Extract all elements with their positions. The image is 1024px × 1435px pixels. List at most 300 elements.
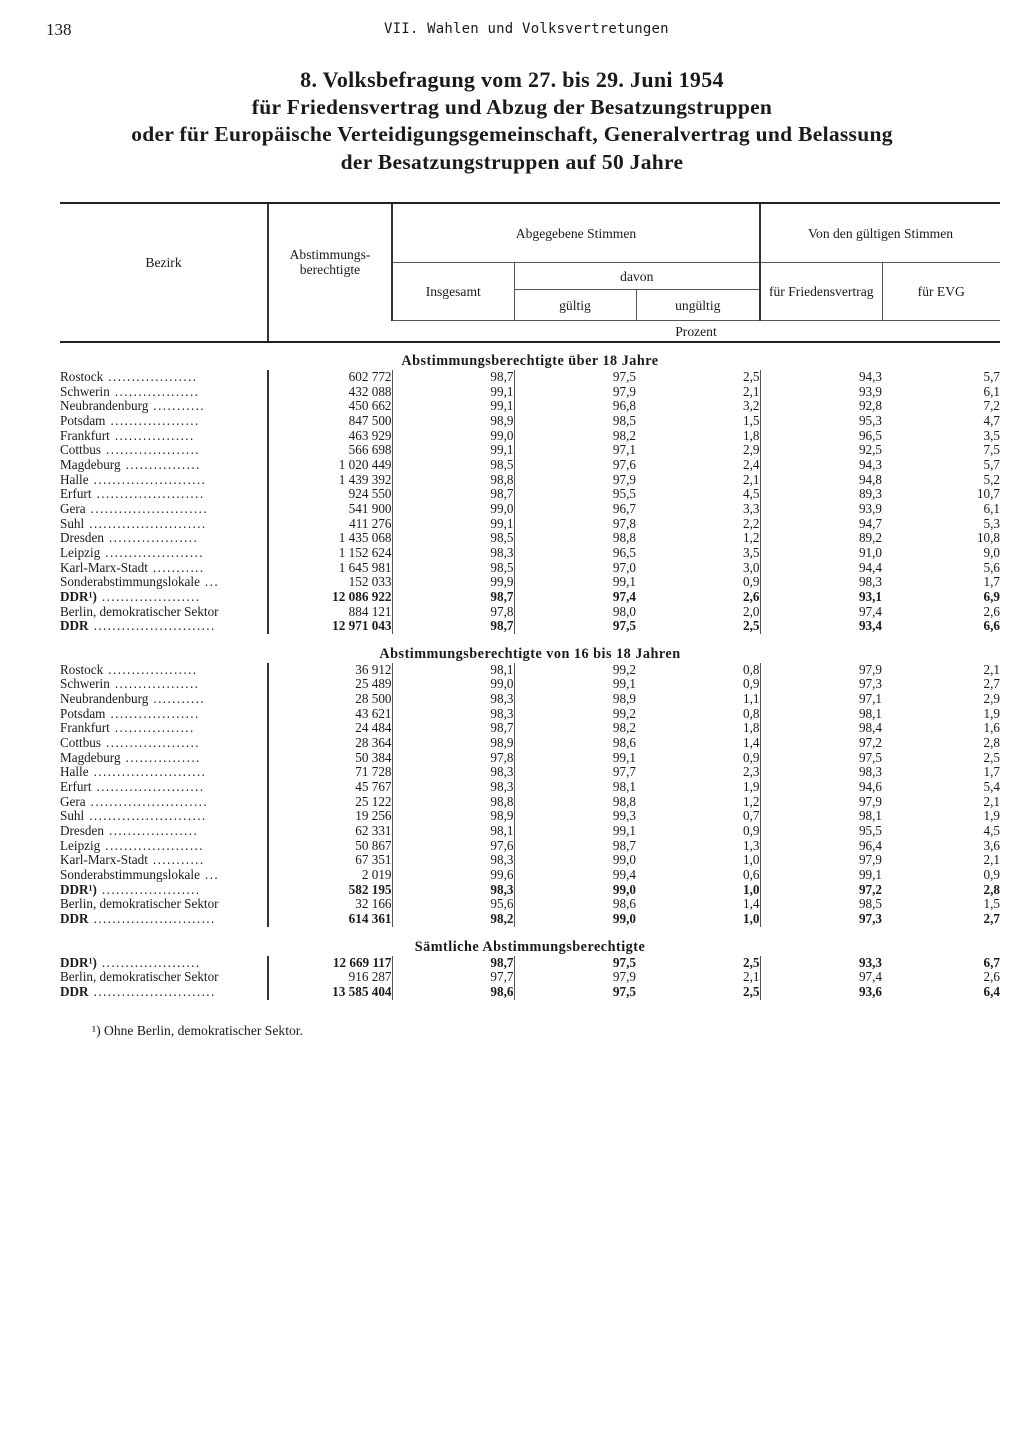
- cell-bezirk: [60, 458, 268, 473]
- cell-gueltig: 96,7: [514, 502, 636, 517]
- table-row: [60, 883, 1000, 898]
- cell-abstimmungsberechtigte: 19 256: [268, 809, 392, 824]
- cell-abstimmungsberechtigte: 566 698: [268, 443, 392, 458]
- table-row: [60, 736, 1000, 751]
- leader-dots: ...: [204, 868, 220, 882]
- cell-insgesamt: 97,8: [392, 751, 514, 766]
- cell-evg: 5,6: [983, 559, 1001, 575]
- cell-bezirk: [60, 443, 268, 458]
- bezirk-name: Magdeburg: [60, 750, 121, 765]
- cell-insgesamt: 97,7: [392, 970, 514, 985]
- cell-friedensvertrag: 93,3: [760, 956, 882, 971]
- cell-bezirk: [60, 795, 268, 810]
- header-prozent: Prozent: [392, 321, 1000, 343]
- cell-gueltig: 99,1: [514, 677, 636, 692]
- cell-gueltig: 98,6: [514, 736, 636, 751]
- leader-dots: ...........: [153, 399, 206, 414]
- bezirk-name: Potsdam: [60, 706, 106, 721]
- table-row: [60, 399, 1000, 414]
- cell-ungueltig: 1,0: [743, 910, 760, 926]
- cell-bezirk: [60, 883, 268, 898]
- cell-gueltig: 97,5: [514, 956, 636, 971]
- cell-evg: 7,5: [983, 442, 1001, 458]
- cell-abstimmungsberechtigte: 13 585 404: [268, 985, 392, 1000]
- cell-friedensvertrag: 96,5: [760, 429, 882, 444]
- bezirk-name: Suhl: [60, 516, 85, 531]
- cell-friedensvertrag: 97,5: [760, 751, 882, 766]
- cell-bezirk: [60, 751, 268, 766]
- cell-ungueltig: 3,3: [743, 500, 760, 516]
- cell-friedensvertrag: 97,9: [760, 795, 882, 810]
- cell-gueltig: 97,9: [514, 970, 636, 985]
- cell-evg: 5,7: [983, 456, 1001, 472]
- cell-ungueltig: 1,1: [743, 691, 760, 707]
- cell-ungueltig: 2,0: [743, 603, 760, 619]
- cell-bezirk: [60, 721, 268, 736]
- cell-insgesamt: 99,1: [392, 517, 514, 532]
- cell-abstimmungsberechtigte: 884 121: [268, 605, 392, 620]
- table-row: [60, 839, 1000, 854]
- cell-insgesamt: 98,3: [392, 883, 514, 898]
- cell-bezirk: [60, 970, 268, 985]
- cell-ungueltig: 0,7: [743, 808, 760, 824]
- title-line-2: für Friedensvertrag und Abzug der Besatzungstruppen: [251, 94, 773, 119]
- cell-evg: 2,7: [983, 676, 1001, 692]
- cell-friedensvertrag: 98,4: [760, 721, 882, 736]
- cell-bezirk: [60, 912, 268, 927]
- cell-insgesamt: 99,1: [392, 385, 514, 400]
- leader-dots: ...................: [110, 413, 200, 428]
- cell-insgesamt: 98,3: [392, 707, 514, 722]
- bezirk-name: Neubrandenburg: [60, 399, 149, 414]
- leader-dots: ................: [125, 457, 201, 472]
- cell-friedensvertrag: 97,2: [760, 736, 882, 751]
- cell-friedensvertrag: 89,2: [760, 531, 882, 546]
- section-title: Sämtliche Abstimmungsberechtigte: [414, 938, 646, 955]
- header-ungueltig: ungültig: [636, 290, 760, 321]
- cell-gueltig: 98,1: [514, 780, 636, 795]
- title-line-4: der Besatzungstruppen auf 50 Jahre: [340, 149, 684, 174]
- cell-evg: 2,6: [983, 969, 1001, 985]
- section-heading-row: [60, 927, 1000, 956]
- cell-insgesamt: 98,7: [392, 370, 514, 385]
- cell-insgesamt: 98,5: [392, 458, 514, 473]
- cell-bezirk: [60, 765, 268, 780]
- section-heading-row: [60, 634, 1000, 663]
- cell-insgesamt: 98,3: [392, 546, 514, 561]
- cell-gueltig: 97,5: [514, 985, 636, 1000]
- cell-friedensvertrag: 91,0: [760, 546, 882, 561]
- bezirk-name: Berlin, demokratischer Sektor: [60, 604, 219, 619]
- cell-ungueltig: 1,0: [743, 852, 760, 868]
- cell-evg: 2,1: [983, 793, 1001, 809]
- header-friedensvertrag: für Friedensvertrag: [760, 263, 882, 321]
- table-row: [60, 370, 1000, 385]
- bezirk-name: DDR¹): [60, 882, 97, 897]
- cell-gueltig: 99,3: [514, 809, 636, 824]
- cell-insgesamt: 98,7: [392, 956, 514, 971]
- cell-abstimmungsberechtigte: 1 439 392: [268, 473, 392, 488]
- cell-bezirk: [60, 897, 268, 912]
- cell-evg: 7,2: [983, 398, 1001, 414]
- cell-friedensvertrag: 94,7: [760, 517, 882, 532]
- cell-insgesamt: 97,8: [392, 605, 514, 620]
- cell-evg: 6,9: [983, 588, 1001, 604]
- table-row: [60, 473, 1000, 488]
- cell-insgesamt: 98,1: [392, 824, 514, 839]
- table-row: [60, 765, 1000, 780]
- table-row: [60, 824, 1000, 839]
- cell-ungueltig: 3,0: [743, 559, 760, 575]
- table-row: [60, 985, 1000, 1000]
- cell-ungueltig: 1,5: [743, 412, 760, 428]
- cell-insgesamt: 98,9: [392, 414, 514, 429]
- cell-evg: 2,6: [983, 603, 1001, 619]
- header-abgegebene-stimmen: Abgegebene Stimmen: [392, 203, 760, 263]
- cell-bezirk: [60, 824, 268, 839]
- cell-abstimmungsberechtigte: 45 767: [268, 780, 392, 795]
- cell-gueltig: 99,4: [514, 868, 636, 883]
- cell-ungueltig: 2,1: [743, 383, 760, 399]
- table-row: [60, 502, 1000, 517]
- cell-ungueltig: 1,3: [743, 837, 760, 853]
- cell-bezirk: [60, 385, 268, 400]
- leader-dots: ...................: [108, 662, 198, 677]
- header-davon: davon: [514, 263, 760, 290]
- bezirk-name: Schwerin: [60, 384, 110, 399]
- cell-insgesamt: 98,7: [392, 487, 514, 502]
- cell-bezirk: [60, 956, 268, 971]
- page-header: [0, 18, 1024, 44]
- cell-ungueltig: 2,5: [743, 983, 760, 999]
- bezirk-name: Berlin, demokratischer Sektor: [60, 970, 219, 985]
- bezirk-name: DDR¹): [60, 589, 97, 604]
- cell-evg: 2,1: [983, 852, 1001, 868]
- bezirk-name: DDR: [60, 984, 89, 999]
- leader-dots: ....................: [106, 443, 200, 458]
- cell-friedensvertrag: 97,3: [760, 912, 882, 927]
- cell-friedensvertrag: 98,1: [760, 707, 882, 722]
- cell-friedensvertrag: 94,6: [760, 780, 882, 795]
- table-row: [60, 868, 1000, 883]
- bezirk-name: DDR¹): [60, 955, 97, 970]
- cell-friedensvertrag: 96,4: [760, 839, 882, 854]
- cell-friedensvertrag: 92,5: [760, 443, 882, 458]
- cell-abstimmungsberechtigte: 12 086 922: [268, 590, 392, 605]
- cell-abstimmungsberechtigte: 32 166: [268, 897, 392, 912]
- cell-gueltig: 98,6: [514, 897, 636, 912]
- leader-dots: ..........................: [93, 984, 216, 999]
- cell-bezirk: [60, 605, 268, 620]
- cell-ungueltig: 0,9: [743, 749, 760, 765]
- cell-ungueltig: 1,8: [743, 427, 760, 443]
- table-row: [60, 780, 1000, 795]
- leader-dots: ..................: [114, 384, 200, 399]
- leader-dots: .....................: [105, 545, 204, 560]
- cell-ungueltig: 2,3: [743, 764, 760, 780]
- cell-evg: 1,9: [983, 705, 1001, 721]
- chapter-title: VII. Wahlen und Volksvertretungen: [384, 21, 669, 37]
- cell-friedensvertrag: 94,3: [760, 370, 882, 385]
- cell-abstimmungsberechtigte: 2 019: [268, 868, 392, 883]
- table-row: [60, 970, 1000, 985]
- cell-ungueltig: 2,5: [743, 954, 760, 970]
- cell-ungueltig: 1,0: [743, 881, 760, 897]
- cell-evg: 2,7: [983, 910, 1001, 926]
- section-title: Abstimmungsberechtigte über 18 Jahre: [401, 353, 659, 369]
- cell-gueltig: 97,6: [514, 458, 636, 473]
- leader-dots: ...................: [108, 370, 198, 384]
- cell-insgesamt: 98,3: [392, 765, 514, 780]
- cell-evg: 3,5: [983, 427, 1001, 443]
- section-title: Abstimmungsberechtigte von 16 bis 18 Jahren: [379, 645, 681, 662]
- cell-friedensvertrag: 97,4: [760, 970, 882, 985]
- cell-insgesamt: 97,6: [392, 839, 514, 854]
- cell-abstimmungsberechtigte: 12 971 043: [268, 619, 392, 634]
- cell-bezirk: [60, 561, 268, 576]
- table-row: [60, 897, 1000, 912]
- cell-ungueltig: 1,8: [743, 720, 760, 736]
- bezirk-name: Cottbus: [60, 736, 102, 751]
- cell-abstimmungsberechtigte: 411 276: [268, 517, 392, 532]
- title-line-1: 8. Volksbefragung vom 27. bis 29. Juni 1954: [300, 67, 724, 92]
- table-row: [60, 692, 1000, 707]
- cell-gueltig: 97,9: [514, 385, 636, 400]
- cell-abstimmungsberechtigte: 25 489: [268, 677, 392, 692]
- cell-abstimmungsberechtigte: 463 929: [268, 429, 392, 444]
- table-row: [60, 853, 1000, 868]
- cell-bezirk: [60, 575, 268, 590]
- cell-abstimmungsberechtigte: 614 361: [268, 912, 392, 927]
- cell-bezirk: [60, 473, 268, 488]
- bezirk-name: Sonderabstimmungslokale: [60, 575, 200, 590]
- cell-ungueltig: 0,8: [743, 705, 760, 721]
- cell-bezirk: [60, 399, 268, 414]
- bezirk-name: Halle: [60, 765, 89, 780]
- cell-bezirk: [60, 429, 268, 444]
- cell-bezirk: [60, 809, 268, 824]
- cell-evg: 1,7: [983, 764, 1001, 780]
- cell-bezirk: [60, 707, 268, 722]
- cell-gueltig: 99,1: [514, 824, 636, 839]
- bezirk-name: Dresden: [60, 531, 104, 546]
- bezirk-name: Leipzig: [60, 838, 101, 853]
- leader-dots: ...........: [153, 692, 206, 707]
- cell-abstimmungsberechtigte: 432 088: [268, 385, 392, 400]
- bezirk-name: Frankfurt: [60, 428, 110, 443]
- cell-abstimmungsberechtigte: 43 621: [268, 707, 392, 722]
- header-evg: für EVG: [882, 263, 1000, 321]
- table-row: [60, 458, 1000, 473]
- bezirk-name: Gera: [60, 501, 86, 516]
- cell-friedensvertrag: 93,9: [760, 385, 882, 400]
- cell-ungueltig: 0,9: [743, 574, 760, 590]
- cell-evg: 1,5: [983, 896, 1001, 912]
- bezirk-name: DDR: [60, 619, 89, 634]
- cell-insgesamt: 98,6: [392, 985, 514, 1000]
- cell-evg: 4,5: [983, 823, 1001, 839]
- table-row: [60, 517, 1000, 532]
- cell-ungueltig: 3,2: [743, 398, 760, 414]
- leader-dots: .................: [114, 721, 195, 736]
- cell-friedensvertrag: 98,3: [760, 575, 882, 590]
- cell-insgesamt: 99,1: [392, 443, 514, 458]
- cell-insgesamt: 99,9: [392, 575, 514, 590]
- bezirk-name: Dresden: [60, 824, 104, 839]
- cell-abstimmungsberechtigte: 924 550: [268, 487, 392, 502]
- cell-ungueltig: 0,9: [743, 676, 760, 692]
- cell-gueltig: 99,2: [514, 707, 636, 722]
- bezirk-name: Karl-Marx-Stadt: [60, 560, 148, 575]
- header-gueltig: gültig: [514, 290, 636, 321]
- cell-friedensvertrag: 92,8: [760, 399, 882, 414]
- leader-dots: .....................: [101, 589, 201, 604]
- bezirk-name: Rostock: [60, 370, 104, 384]
- cell-gueltig: 97,9: [514, 473, 636, 488]
- cell-bezirk: [60, 487, 268, 502]
- table-row: [60, 590, 1000, 605]
- leader-dots: ........................: [93, 765, 207, 780]
- bezirk-name: Sonderabstimmungslokale: [60, 868, 200, 882]
- cell-gueltig: 98,0: [514, 605, 636, 620]
- cell-friedensvertrag: 98,1: [760, 809, 882, 824]
- table-row: [60, 721, 1000, 736]
- cell-friedensvertrag: 93,4: [760, 619, 882, 634]
- section-heading-row: [60, 342, 1000, 370]
- cell-insgesamt: 99,0: [392, 429, 514, 444]
- cell-bezirk: [60, 502, 268, 517]
- bezirk-name: Suhl: [60, 809, 85, 824]
- cell-bezirk: [60, 414, 268, 429]
- cell-ungueltig: 4,5: [743, 486, 760, 502]
- table-row: [60, 663, 1000, 678]
- cell-insgesamt: 98,8: [392, 795, 514, 810]
- cell-ungueltig: 2,5: [743, 618, 760, 634]
- cell-insgesamt: 98,2: [392, 912, 514, 927]
- cell-bezirk: [60, 531, 268, 546]
- cell-evg: 5,7: [983, 369, 1001, 384]
- title-line-3: oder für Europäische Verteidigungsgemeinschaft, Generalvertrag und Belassung: [131, 122, 893, 146]
- cell-insgesamt: 99,6: [392, 868, 514, 883]
- cell-friedensvertrag: 97,4: [760, 605, 882, 620]
- cell-ungueltig: 2,5: [743, 369, 760, 384]
- cell-evg: 0,9: [983, 867, 1001, 882]
- cell-evg: 3,6: [983, 837, 1001, 853]
- cell-friedensvertrag: 97,9: [760, 663, 882, 678]
- leader-dots: .......................: [96, 780, 205, 795]
- cell-evg: 6,1: [983, 383, 1001, 399]
- cell-gueltig: 97,5: [514, 619, 636, 634]
- leader-dots: ........................: [93, 472, 207, 487]
- table-body: [60, 342, 1000, 1000]
- bezirk-name: Erfurt: [60, 780, 92, 795]
- cell-gueltig: 96,5: [514, 546, 636, 561]
- cell-bezirk: [60, 546, 268, 561]
- cell-abstimmungsberechtigte: 450 662: [268, 399, 392, 414]
- cell-friedensvertrag: 99,1: [760, 868, 882, 883]
- cell-bezirk: [60, 868, 268, 883]
- cell-evg: 10,7: [976, 486, 1001, 502]
- cell-abstimmungsberechtigte: 152 033: [268, 575, 392, 590]
- table-row: [60, 912, 1000, 927]
- bezirk-name: Erfurt: [60, 487, 92, 502]
- cell-insgesamt: 98,3: [392, 780, 514, 795]
- bezirk-name: Gera: [60, 794, 86, 809]
- cell-gueltig: 98,2: [514, 429, 636, 444]
- cell-friedensvertrag: 95,3: [760, 414, 882, 429]
- cell-evg: 2,8: [983, 735, 1001, 751]
- cell-ungueltig: 1,2: [743, 530, 760, 546]
- cell-bezirk: [60, 839, 268, 854]
- cell-bezirk: [60, 663, 268, 678]
- cell-gueltig: 98,2: [514, 721, 636, 736]
- leader-dots: ..........................: [93, 619, 216, 634]
- cell-gueltig: 98,9: [514, 692, 636, 707]
- cell-insgesamt: 98,7: [392, 619, 514, 634]
- table-row: [60, 487, 1000, 502]
- cell-insgesamt: 98,8: [392, 473, 514, 488]
- header-von-den-gueltigen-stimmen: Von den gültigen Stimmen: [760, 203, 1000, 263]
- cell-insgesamt: 98,9: [392, 809, 514, 824]
- footnote: ¹) Ohne Berlin, demokratischer Sektor.: [92, 1023, 303, 1038]
- cell-insgesamt: 99,0: [392, 677, 514, 692]
- page-number: 138: [46, 20, 72, 39]
- bezirk-name: DDR: [60, 911, 89, 926]
- cell-gueltig: 97,0: [514, 561, 636, 576]
- bezirk-name: Leipzig: [60, 545, 101, 560]
- cell-friedensvertrag: 94,8: [760, 473, 882, 488]
- leader-dots: .....................: [101, 882, 201, 897]
- cell-abstimmungsberechtigte: 12 669 117: [268, 956, 392, 971]
- table-row: [60, 605, 1000, 620]
- cell-abstimmungsberechtigte: 71 728: [268, 765, 392, 780]
- cell-ungueltig: 0,6: [743, 867, 760, 882]
- cell-abstimmungsberechtigte: 847 500: [268, 414, 392, 429]
- table-row: [60, 956, 1000, 971]
- cell-ungueltig: 3,5: [743, 544, 760, 560]
- cell-bezirk: [60, 736, 268, 751]
- leader-dots: ...........: [152, 560, 205, 575]
- cell-evg: 10,8: [976, 530, 1001, 546]
- cell-gueltig: 99,0: [514, 853, 636, 868]
- cell-friedensvertrag: 89,3: [760, 487, 882, 502]
- leader-dots: ...................: [110, 706, 200, 721]
- cell-bezirk: [60, 677, 268, 692]
- header-bezirk: Bezirk: [60, 203, 268, 321]
- cell-bezirk: [60, 517, 268, 532]
- leader-dots: ................: [125, 750, 201, 765]
- header-insgesamt: Insgesamt: [392, 263, 514, 321]
- cell-abstimmungsberechtigte: 62 331: [268, 824, 392, 839]
- leader-dots: ..................: [114, 677, 200, 692]
- table-row: [60, 809, 1000, 824]
- cell-friedensvertrag: 93,6: [760, 985, 882, 1000]
- cell-friedensvertrag: 95,5: [760, 824, 882, 839]
- bezirk-name: Halle: [60, 472, 89, 487]
- leader-dots: ...................: [108, 531, 199, 546]
- cell-gueltig: 99,1: [514, 575, 636, 590]
- cell-insgesamt: 98,5: [392, 561, 514, 576]
- cell-ungueltig: 0,9: [743, 823, 760, 839]
- leader-dots: ....................: [106, 736, 200, 751]
- table-row: [60, 619, 1000, 634]
- leader-dots: ..........................: [93, 911, 216, 926]
- bezirk-name: Berlin, demokratischer Sektor: [60, 897, 219, 912]
- cell-friedensvertrag: 93,9: [760, 502, 882, 517]
- cell-abstimmungsberechtigte: 1 435 068: [268, 531, 392, 546]
- header-abstimmungsberechtigte: Abstimmungs-berechtigte: [268, 203, 392, 321]
- cell-evg: 6,4: [983, 983, 1001, 999]
